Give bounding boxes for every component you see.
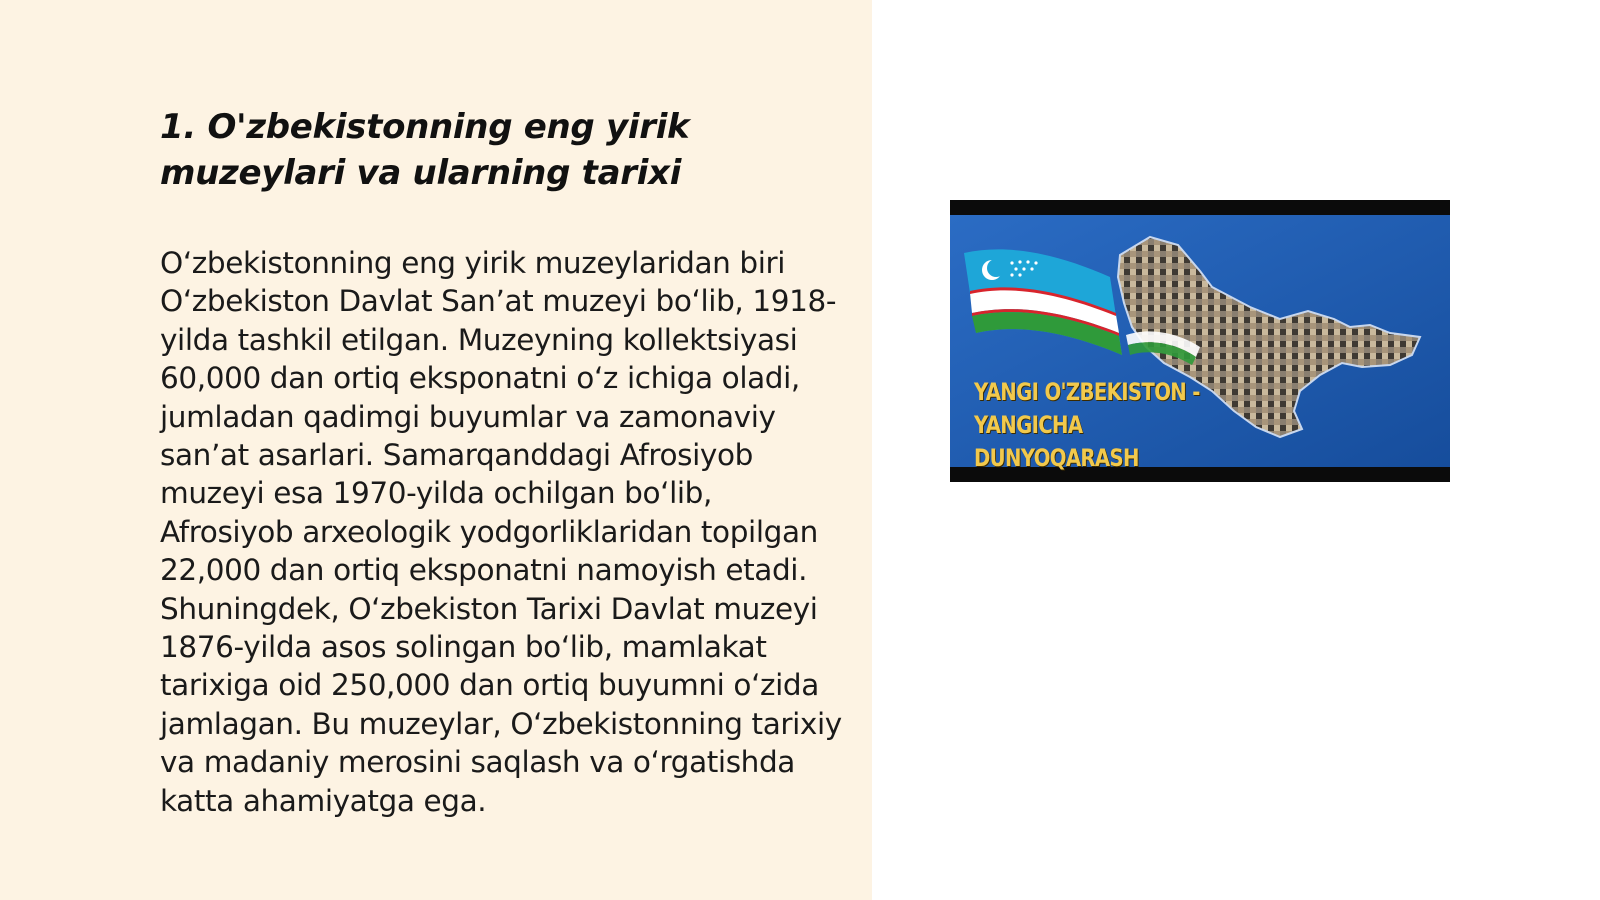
banner-caption	[974, 376, 1220, 475]
slide-body-text: O‘zbekistonning eng yirik muzeylaridan biri O‘zbekiston Davlat San’at muzeyi bo‘lib, 1918-yilda tashkil etilgan. Muzeyning kollektsiyasi 60,000 dan ortiq eksponatni o‘z ichiga oladi, jumladan qadimgi buyumlar va zamonaviy san’at asarlari. Samarqanddagi Afrosiyob muzeyi esa 1970-yilda ochilgan bo‘lib, Afrosiyob arxeologik yodgorliklaridan topilgan 22,000 dan ortiq eksponatni namoyish etadi. Shuningdek, O‘zbekiston Tarixi Davlat muzeyi 1876-yilda asos solingan bo‘lib, mamlakat tarixiga oid 250,000 dan ortiq buyumni o‘zida jamlagan. Bu muzeylar, O‘zbekistonning tarixiy va madaniy merosini saqlash va o‘rgatishda katta ahamiyatga ega.	[160, 246, 842, 818]
banner-caption-line-2: YANGICHA DUNYOQARASH	[974, 411, 1139, 472]
banner-image	[950, 200, 1450, 482]
banner-caption-line-1: YANGI O'ZBEKISTON -	[974, 378, 1200, 406]
slide-title: 1. O'zbekistonning eng yirik muzeylari va ularning tarixi	[160, 107, 690, 193]
